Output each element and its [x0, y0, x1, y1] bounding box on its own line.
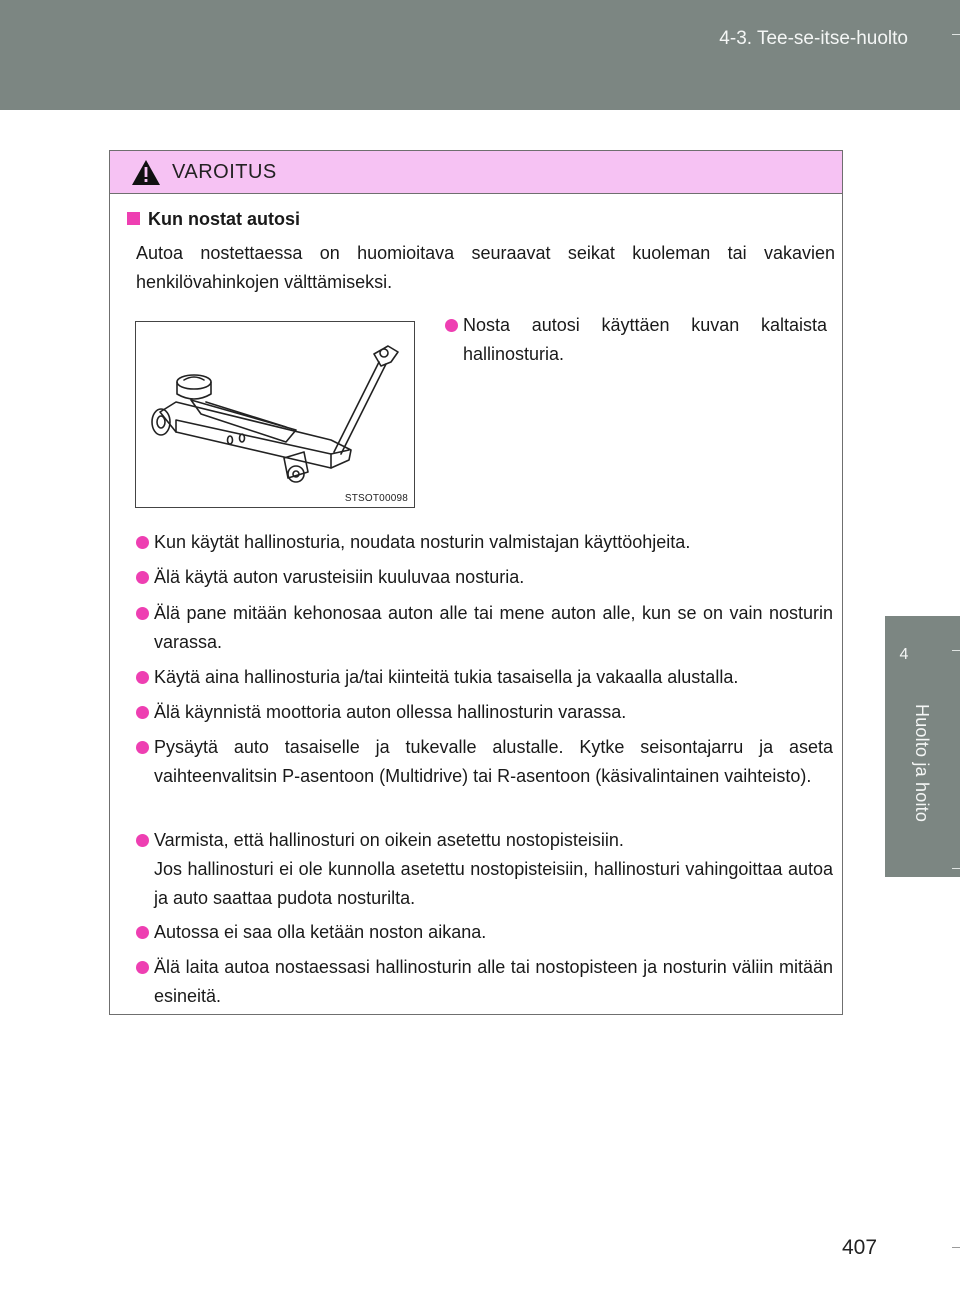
list-item: [154, 826, 833, 913]
heading-text: Kun nostat autosi: [148, 209, 300, 229]
list-item: [154, 563, 833, 592]
square-bullet-icon: [127, 212, 140, 225]
bullet-text: Älä laita autoa nostaessasi hallinosturin alle tai nostopisteen ja nosturin väliin mitään esineitä.: [154, 957, 833, 1006]
bullet-text: Käytä aina hallinosturia ja/tai kiinteitä tukia tasaisella ja vakaalla alustalla.: [154, 667, 739, 687]
list-item: [154, 918, 833, 947]
list-item: [154, 663, 833, 692]
floor-jack-illustration: [136, 322, 414, 507]
warning-title: VAROITUS: [172, 161, 277, 183]
bullet-icon: [136, 961, 149, 974]
bullet-text: Älä käynnistä moottoria auton ollessa hallinosturin varassa.: [154, 702, 627, 722]
section-title: 4-3. Tee-se-itse-huolto: [719, 28, 908, 49]
warning-header: [110, 151, 842, 194]
warning-triangle-icon: [131, 159, 161, 186]
margin-tick: [952, 868, 960, 869]
bullet-text: Älä pane mitään kehonosaa auton alle tai mene auton alle, kun se on vain nosturin varassa.: [154, 603, 833, 652]
bullet-icon: [136, 607, 149, 620]
figure-code: STSOT00098: [344, 493, 408, 504]
header-bar: [0, 0, 960, 110]
list-item: [154, 733, 833, 791]
warning-box: [109, 150, 843, 1015]
bullet-icon: [136, 706, 149, 719]
bullet-text: Nosta autosi käyttäen kuvan kaltaista hallinosturia.: [463, 315, 827, 364]
intro-paragraph: Autoa nostettaessa on huomioitava seuraavat seikat kuoleman tai vakavien henkilövahinkojen välttämiseksi.: [136, 243, 835, 292]
bullet-icon: [445, 319, 458, 332]
bullet-text: Autossa ei saa olla ketään noston aikana.: [154, 922, 487, 942]
bullet-text: Varmista, että hallinosturi on oikein asetettu nostopisteisiin.: [154, 830, 624, 850]
bullet-text: Jos hallinosturi ei ole kunnolla asetettu nostopisteisiin, hallinosturi vahingoittaa autoa ja auto saattaa pudota nosturilta.: [154, 859, 833, 908]
floor-jack-figure: [135, 321, 415, 508]
bullet-icon: [136, 926, 149, 939]
bullet-icon: [136, 571, 149, 584]
margin-tick: [952, 34, 960, 35]
list-item: [154, 528, 833, 557]
bullet-icon: [136, 536, 149, 549]
bullet-icon: [136, 741, 149, 754]
list-item: [463, 311, 827, 369]
chapter-number: 4: [899, 646, 909, 663]
list-item: [154, 953, 833, 1011]
section-heading: [127, 209, 300, 230]
chapter-title: Huolto ja hoito: [912, 704, 932, 823]
bullet-text: Kun käytät hallinosturia, noudata nosturin valmistajan käyttöohjeita.: [154, 532, 691, 552]
page-number: 407: [842, 1236, 878, 1259]
chapter-side-tab[interactable]: [885, 616, 960, 877]
margin-tick: [952, 650, 960, 651]
bullet-text: Pysäytä auto tasaiselle ja tukevalle alustalle. Kytke seisontajarru ja aseta vaihteenvalitsin P-asentoon (Multidrive) tai R-asentoon (käsivalintainen vaihteisto).: [154, 737, 833, 786]
bullet-icon: [136, 834, 149, 847]
margin-tick: [952, 1247, 960, 1248]
bullet-icon: [136, 671, 149, 684]
list-item: [154, 698, 833, 727]
bullet-text: Älä käytä auton varusteisiin kuuluvaa nosturia.: [154, 567, 525, 587]
list-item: [154, 599, 833, 657]
